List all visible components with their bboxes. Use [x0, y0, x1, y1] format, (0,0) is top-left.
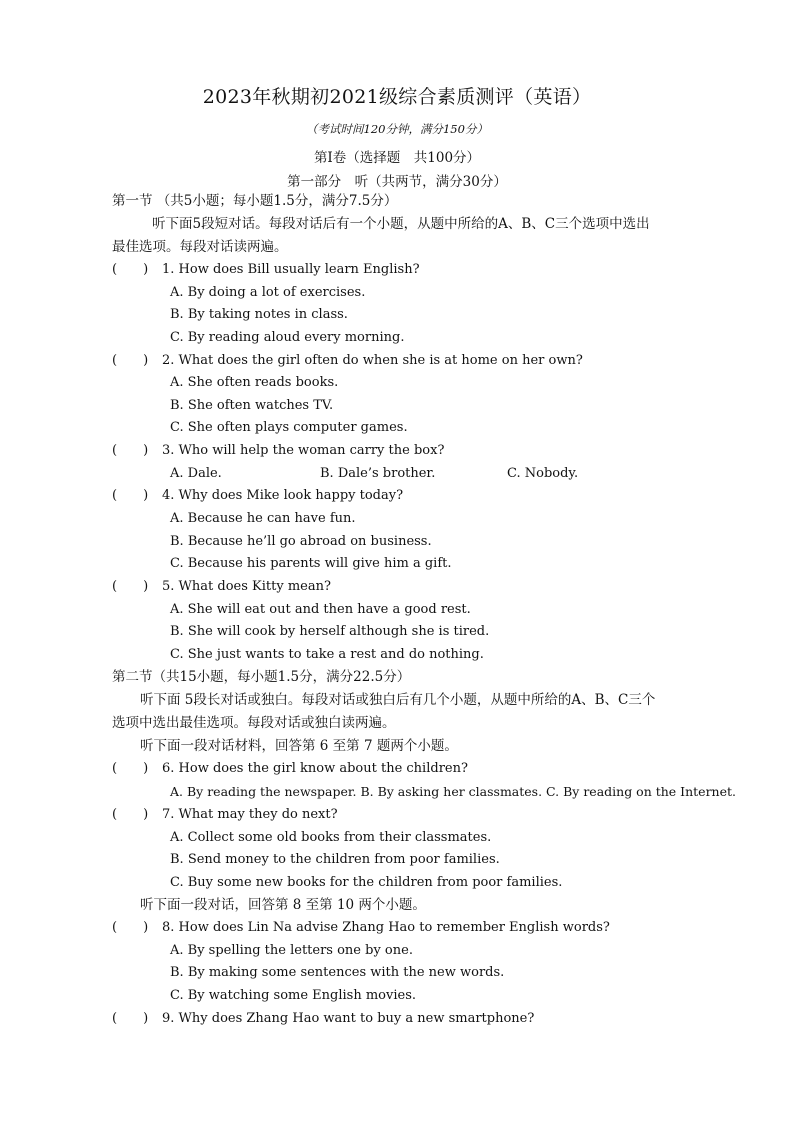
option-8c: C. By watching some English movies. [170, 988, 416, 1003]
section2-instruction-1: 听下面 5段长对话或独白。每段对话或独白后有几个小题，从题中所给的A、B、C三个 [140, 692, 656, 708]
option-5a: A. She will eat out and then have a good rest. [170, 602, 471, 617]
question-stem: 6. How does the girl know about the children? [162, 761, 468, 776]
option-4c: C. Because his parents will give him a gift. [170, 556, 452, 571]
option-3a: A. Dale. [170, 466, 222, 481]
part-heading: 第一部分 听（共两节，满分30分） [287, 174, 507, 190]
option-3c: C. Nobody. [507, 466, 579, 481]
question-stem: 8. How does Lin Na advise Zhang Hao to remember English words? [162, 920, 610, 935]
section2-instruction-2: 选项中选出最佳选项。每段对话或独白读两遍。 [112, 715, 396, 731]
option-3b: B. Dale’s brother. [320, 466, 436, 481]
answer-blank[interactable]: ( ) [112, 807, 149, 822]
answer-blank[interactable]: ( ) [112, 262, 149, 277]
question-2 [112, 353, 583, 369]
section2-note-2: 听下面一段对话，回答第 8 至第 10 两个小题。 [140, 897, 426, 913]
option-4a: A. Because he can have fun. [170, 511, 356, 526]
question-3 [112, 443, 444, 459]
section1-instruction-1: 听下面5段短对话。每段对话后有一个小题，从题中所给的A、B、C三个选项中选出 [152, 216, 650, 232]
answer-blank[interactable]: ( ) [112, 761, 149, 776]
option-8b: B. By making some sentences with the new words. [170, 965, 505, 980]
option-2c: C. She often plays computer games. [170, 420, 408, 435]
answer-blank[interactable]: ( ) [112, 353, 149, 368]
option-2a: A. She often reads books. [170, 375, 339, 390]
option-7c: C. Buy some new books for the children from poor families. [170, 875, 563, 890]
question-stem: 3. Who will help the woman carry the box? [162, 443, 445, 458]
option-5c: C. She just wants to take a rest and do nothing. [170, 647, 484, 662]
exam-subtitle: （考试时间120分钟，满分150分） [306, 122, 488, 136]
question-5 [112, 579, 331, 595]
question-stem: 7. What may they do next? [162, 807, 338, 822]
option-1b: B. By taking notes in class. [170, 307, 348, 322]
option-1c: C. By reading aloud every morning. [170, 330, 405, 345]
option-7a: A. Collect some old books from their classmates. [170, 830, 492, 845]
question-4 [112, 488, 403, 504]
question-1 [112, 262, 420, 278]
question-9 [112, 1011, 534, 1027]
option-6-all: A. By reading the newspaper. B. By asking her classmates. C. By reading on the Internet. [170, 784, 736, 799]
answer-blank[interactable]: ( ) [112, 443, 149, 458]
question-7 [112, 807, 338, 823]
section1-instruction-2: 最佳选项。每段对话读两遍。 [112, 239, 288, 255]
question-8 [112, 920, 610, 936]
answer-blank[interactable]: ( ) [112, 579, 149, 594]
section2-heading: 第二节（共15小题，每小题1.5分，满分22.5分） [112, 669, 411, 685]
option-5b: B. She will cook by herself although she is tired. [170, 624, 490, 639]
answer-blank[interactable]: ( ) [112, 1011, 149, 1026]
option-8a: A. By spelling the letters one by one. [170, 943, 413, 958]
option-2b: B. She often watches TV. [170, 398, 334, 413]
volume-heading: 第Ⅰ卷（选择题 共100分） [313, 150, 481, 166]
section1-heading: 第一节 （共5小题；每小题1.5分，满分7.5分） [112, 193, 398, 209]
section2-note-1: 听下面一段对话材料，回答第 6 至第 7 题两个小题。 [140, 738, 458, 754]
question-stem: 1. How does Bill usually learn English? [162, 262, 420, 277]
option-7b: B. Send money to the children from poor families. [170, 852, 500, 867]
question-6 [112, 761, 468, 777]
option-1a: A. By doing a lot of exercises. [170, 285, 366, 300]
exam-title: 2023年秋期初2021级综合素质测评（英语） [202, 86, 592, 108]
question-stem: 4. Why does Mike look happy today? [162, 488, 404, 503]
answer-blank[interactable]: ( ) [112, 920, 149, 935]
question-stem: 2. What does the girl often do when she is at home on her own? [162, 353, 583, 368]
answer-blank[interactable]: ( ) [112, 488, 149, 503]
option-4b: B. Because he’ll go abroad on business. [170, 534, 432, 549]
question-stem: 9. Why does Zhang Hao want to buy a new smartphone? [162, 1011, 535, 1026]
question-stem: 5. What does Kitty mean? [162, 579, 331, 594]
